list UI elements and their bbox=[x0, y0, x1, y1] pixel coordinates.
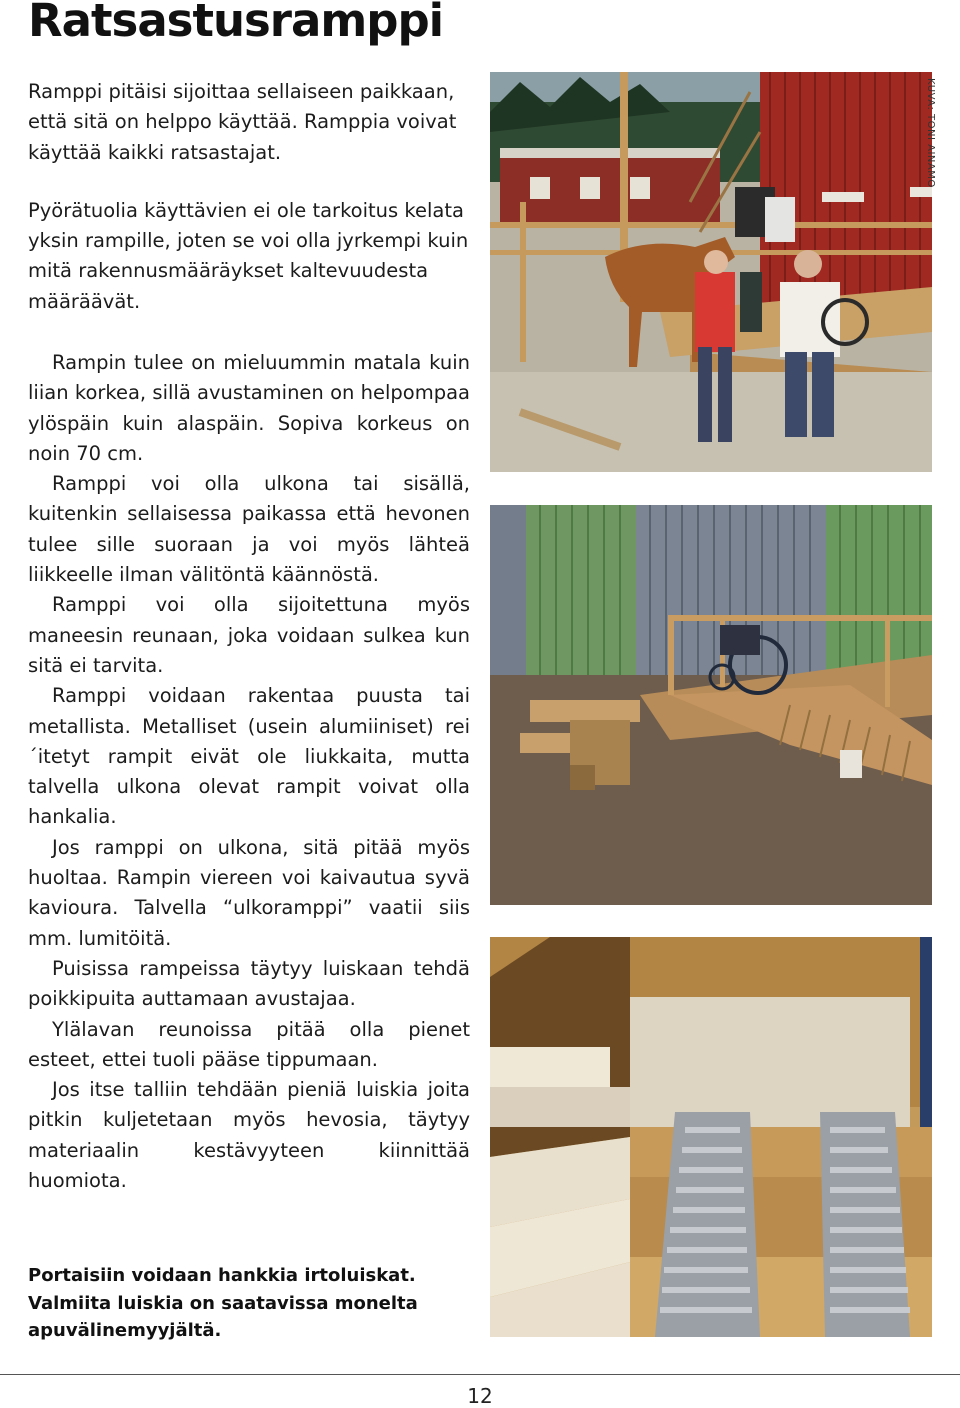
body-paragraph: Puisissa rampeissa täytyy luiskaan tehdä poikkipuita auttamaan avustajaa. bbox=[28, 956, 470, 1011]
photo-caption: Portaisiin voidaan hankkia irtoluiskat. Valmiita luiskia on saatavissa monelta apuvälinemyyjältä. bbox=[28, 1265, 418, 1341]
page-number: 12 bbox=[467, 1384, 493, 1408]
intro-paragraph-2: Pyörätuolia käyttävien ei ole tarkoitus kelata yksin rampille, joten se voi olla jyrkempi kuin mitä rakennusmääräykset kaltevuudesta määräävät. bbox=[28, 198, 469, 313]
body-paragraph: Ramppi voidaan rakentaa puusta tai metallista. Metalliset (usein alumiiniset) rei´itetyt rampit eivät ole liukkaita, mutta talvella ulkona olevat rampit voivat olla hankalia. bbox=[28, 684, 470, 829]
photo-wooden-ramp bbox=[490, 505, 932, 905]
body-paragraph: Ramppi voi olla sijoitettuna myös maneesin reunaan, joka voidaan sulkea kun sitä ei tarvita. bbox=[28, 593, 470, 677]
intro-text bbox=[28, 77, 470, 317]
page-title: Ratsastusramppi bbox=[28, 0, 444, 47]
body-paragraph: Ramppi voi olla ulkona tai sisällä, kuitenkin sellaisessa paikassa että hevonen tulee sille suoraan ja voi myös lähteä liikkeelle ilman välitöntä käännöstä. bbox=[28, 472, 470, 587]
photo-horse-ramp bbox=[490, 72, 932, 472]
body-paragraph: Ylälavan reunoissa pitää olla pienet esteet, ettei tuoli pääse tippumaan. bbox=[28, 1017, 470, 1071]
intro-paragraph-1: Ramppi pitäisi sijoittaa sellaiseen paikkaan, että sitä on helppo käyttää. Ramppia voivat käyttää kaikki ratsastajat. bbox=[28, 80, 457, 164]
body-text bbox=[28, 348, 470, 1196]
footer-rule bbox=[0, 1374, 960, 1375]
photo-metal-ramps bbox=[490, 937, 932, 1337]
body-paragraph: Jos ramppi on ulkona, sitä pitää myös huoltaa. Rampin viereen voi kaivautua syvä kavioura. Talvella “ulkoramppi” vaatii siis mm. lumitöitä. bbox=[28, 835, 470, 950]
body-paragraph: Rampin tulee on mieluummin matala kuin liian korkea, sillä avustaminen on helpompaa ylöspäin kuin alaspäin. Sopiva korkeus on noin 70 cm. bbox=[28, 351, 470, 465]
body-paragraph: Jos itse talliin tehdään pieniä luiskia joita pitkin kuljetetaan myös hevosia, täytyy materiaalin kestävyyteen kiinnittää huomiota. bbox=[28, 1078, 470, 1193]
photo-credit: KUVA: TONI AINAMO bbox=[925, 78, 936, 188]
